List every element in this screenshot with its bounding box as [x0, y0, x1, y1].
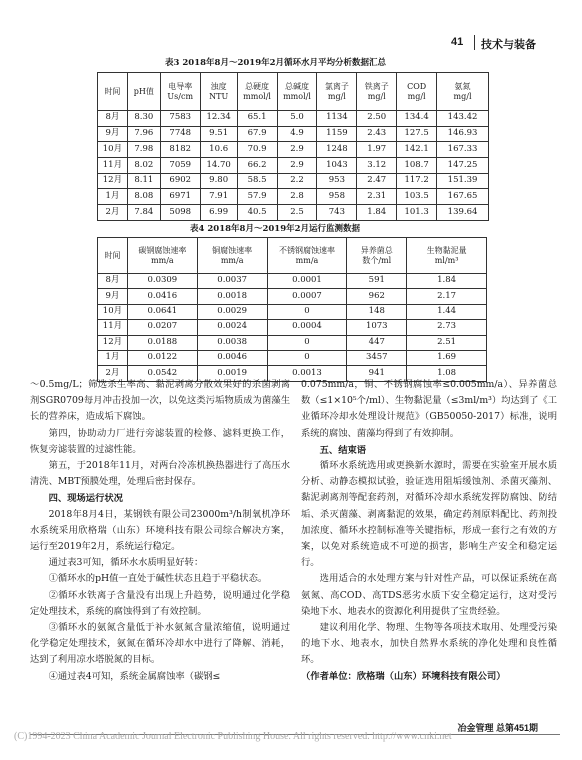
table-row — [98, 205, 489, 221]
table-row — [98, 111, 489, 127]
column-header — [160, 73, 200, 111]
section-heading: 五、结束语 — [319, 444, 367, 455]
table-row — [98, 304, 487, 319]
column-header — [200, 73, 237, 111]
table-cell: 1.84 — [357, 205, 397, 221]
header-unit: NTU — [209, 91, 229, 101]
table-cell: 2.51 — [407, 335, 487, 350]
paragraph: 0.075mm/a，铜、不锈钢腐蚀率≤0.005mm/a）、异养菌总数（≤1×10⁵个/ml）、生物黏泥量（≤3ml/m³）均达到了《工业循环冷却水处理设计规范》（GB50050-2017）标准，说明系统的腐蚀、菌藻均得到了有效抑制。 — [301, 379, 557, 439]
table-cell: 101.3 — [397, 205, 437, 221]
table-cell: 0.0013 — [267, 366, 347, 381]
table-cell: 8182 — [160, 142, 200, 158]
column-header — [437, 73, 489, 111]
section-heading: 四、现场运行状况 — [48, 493, 123, 504]
table-row — [98, 320, 487, 335]
table-cell: 5098 — [160, 205, 200, 221]
table-row — [98, 142, 489, 158]
table-row — [98, 350, 487, 365]
table-cell: 8月 — [98, 111, 128, 127]
table-cell: 447 — [347, 335, 407, 350]
header-unit: 数个/ml — [362, 255, 392, 265]
column-header — [127, 73, 160, 111]
table-row — [98, 274, 487, 289]
table-cell: 0.0416 — [127, 289, 197, 304]
table-row — [98, 335, 487, 350]
table-cell: 2.43 — [357, 126, 397, 142]
table-cell: 2.47 — [357, 173, 397, 189]
table-cell: 7059 — [160, 158, 200, 174]
table-cell: 1043 — [317, 158, 357, 174]
table-cell: 151.39 — [437, 173, 489, 189]
table-cell: 142.1 — [397, 142, 437, 158]
table-cell: 57.9 — [237, 189, 277, 205]
table-cell: 2.73 — [407, 320, 487, 335]
table-cell: 2.17 — [407, 289, 487, 304]
table-row — [98, 158, 489, 174]
table-cell: 7748 — [160, 126, 200, 142]
table-cell: 1134 — [317, 111, 357, 127]
paragraph: ①循环水的pH值一直处于碱性状态且趋于平稳状态。 — [48, 573, 268, 585]
table-cell: 103.5 — [397, 189, 437, 205]
table-cell: 2月 — [98, 205, 128, 221]
header-label: 总硬度 — [245, 82, 270, 92]
header-label: 铜腐蚀速率 — [212, 246, 253, 256]
table-cell: 7.84 — [127, 205, 160, 221]
table-cell: 953 — [317, 173, 357, 189]
table-cell: 1.97 — [357, 142, 397, 158]
header-label: 生物黏泥量 — [426, 246, 467, 256]
table-cell: 0.0641 — [127, 304, 197, 319]
table-cell: 0.0309 — [127, 274, 197, 289]
paragraph: 第五，于2018年11月，对两台冷冻机换热器进行了高压水清洗、MBT预膜处理，处理后密封保存。 — [30, 460, 290, 488]
table-cell: 0.0046 — [197, 350, 267, 365]
header-unit: mm/a — [295, 255, 319, 265]
column-header — [347, 238, 407, 274]
table4-caption: 表4 2018年8月～2019年2月运行监测数据 — [190, 224, 361, 234]
table-cell: 0.0122 — [127, 350, 197, 365]
table-cell: 3.12 — [357, 158, 397, 174]
table-cell: 962 — [347, 289, 407, 304]
table-cell: 0 — [267, 304, 347, 319]
column-header — [357, 73, 397, 111]
left-column — [30, 377, 290, 685]
table-cell: 167.65 — [437, 189, 489, 205]
table-row — [98, 289, 487, 304]
table-cell: 0.0207 — [127, 320, 197, 335]
table-cell: 134.4 — [397, 111, 437, 127]
table-cell: 4.9 — [277, 126, 317, 142]
column-header — [127, 238, 197, 274]
table3 — [97, 72, 489, 221]
header-unit: mm/a — [220, 255, 244, 265]
table-cell: 10.6 — [200, 142, 237, 158]
header-label: 碳钢腐蚀速率 — [138, 246, 187, 256]
table-cell: 1248 — [317, 142, 357, 158]
column-header — [237, 73, 277, 111]
header-label: 氨氮 — [454, 82, 471, 92]
table-cell: 1.69 — [407, 350, 487, 365]
header-unit: mg/l — [327, 91, 346, 101]
table-cell: 0.0004 — [267, 320, 347, 335]
table-cell: 139.64 — [437, 205, 489, 221]
header-label: 铁离子 — [364, 82, 389, 92]
paragraph: 通过表3可知，循环水水质明显好转： — [48, 557, 204, 569]
paragraph: 建议利用化学、物理、生物等各项技术取用、处理受污染的地下水、地表水，加快自然界水系统的净化处理和良性循环。 — [301, 622, 557, 666]
table-cell: 11月 — [98, 320, 128, 335]
column-header — [397, 73, 437, 111]
table-cell: 1.84 — [407, 274, 487, 289]
table-cell: 7.91 — [200, 189, 237, 205]
table-cell: 8.02 — [127, 158, 160, 174]
column-header — [197, 238, 267, 274]
table-cell: 941 — [347, 366, 407, 381]
header-label: 总碱度 — [284, 82, 309, 92]
header-label: 时间 — [104, 86, 121, 96]
table3-caption: 表3 2018年8月～2019年2月循环水月平均分析数据汇总 — [165, 58, 387, 68]
column-header — [98, 73, 128, 111]
table-cell: 6902 — [160, 173, 200, 189]
table-cell: 0.0188 — [127, 335, 197, 350]
table-cell: 117.2 — [397, 173, 437, 189]
paragraph: ③循环水的氨氮含量低于补水氨氮含量浓缩值，说明通过化学稳定处理技术，氨氮在循环冷却水中进行了降解、消耗，达到了利用凉水塔脱氮的目标。 — [30, 622, 290, 666]
table-cell: 66.2 — [237, 158, 277, 174]
table-cell: 0.0001 — [267, 274, 347, 289]
header-unit: Us/cm — [167, 91, 194, 101]
paragraph: ④通过表4可知，系统金属腐蚀率（碳钢≤ — [48, 670, 221, 682]
table-cell: 143.42 — [437, 111, 489, 127]
table-cell: 1073 — [347, 320, 407, 335]
table-cell: 12.34 — [200, 111, 237, 127]
table-cell: 1159 — [317, 126, 357, 142]
table-cell: 2.5 — [277, 205, 317, 221]
table4 — [97, 237, 487, 382]
table-cell: 7583 — [160, 111, 200, 127]
table-cell: 1月 — [98, 189, 128, 205]
table-cell: 2.9 — [277, 158, 317, 174]
table-cell: 8.30 — [127, 111, 160, 127]
table-cell: 9月 — [98, 126, 128, 142]
table-cell: 127.5 — [397, 126, 437, 142]
table-cell: 3457 — [347, 350, 407, 365]
column-header — [407, 238, 487, 274]
paragraph: ②循环水铁离子含量没有出现上升趋势，说明通过化学稳定处理技术，系统的腐蚀得到了有效控制。 — [30, 589, 290, 617]
table-cell: 743 — [317, 205, 357, 221]
table-cell: 12月 — [98, 335, 128, 350]
table-cell: 6971 — [160, 189, 200, 205]
table-cell: 2.31 — [357, 189, 397, 205]
table-cell: 14.70 — [200, 158, 237, 174]
table-cell: 958 — [317, 189, 357, 205]
table-row — [98, 189, 489, 205]
table-cell: 12月 — [98, 173, 128, 189]
table-cell: 8.08 — [127, 189, 160, 205]
table-cell: 2.2 — [277, 173, 317, 189]
header-label: COD — [407, 82, 427, 92]
table-cell: 40.5 — [237, 205, 277, 221]
table-cell: 147.25 — [437, 158, 489, 174]
header-unit: ml/m³ — [434, 255, 459, 265]
table-cell: 7.96 — [127, 126, 160, 142]
magazine-footer: 冶金管理 总第451期 — [457, 723, 538, 733]
table-cell: 1.44 — [407, 304, 487, 319]
table-cell: 0 — [267, 350, 347, 365]
table-cell: 0.0038 — [197, 335, 267, 350]
header-unit: mg/l — [407, 91, 426, 101]
table-cell: 7.98 — [127, 142, 160, 158]
table-cell: 6.99 — [200, 205, 237, 221]
column-header — [98, 238, 128, 274]
table-cell: 1.08 — [407, 366, 487, 381]
header-unit: mmol/l — [243, 91, 271, 101]
right-column — [301, 377, 557, 685]
table-cell: 2.50 — [357, 111, 397, 127]
table-cell: 58.5 — [237, 173, 277, 189]
table-cell: 9月 — [98, 289, 128, 304]
header-label: 氯离子 — [324, 82, 349, 92]
header-label: 异养菌总 — [360, 246, 393, 256]
table-cell: 10月 — [98, 304, 128, 319]
table-cell: 67.9 — [237, 126, 277, 142]
header-label: 不锈钢腐蚀速率 — [278, 246, 335, 256]
table-cell: 0.0007 — [267, 289, 347, 304]
table-cell: 0.0019 — [197, 366, 267, 381]
table-cell: 8.11 — [127, 173, 160, 189]
table-cell: 65.1 — [237, 111, 277, 127]
paragraph: 第四，协助动力厂进行旁滤装置的检修、滤料更换工作，恢复旁滤装置的过滤性能。 — [30, 427, 290, 455]
paragraph: ～0.5mg/L；筛选杀生率高、黏泥剥离分散效果好的杀菌剥离剂SGR0709每月冲击投加一次，以免这类污垢物质成为菌藻生长的营养床，造成垢下腐蚀。 — [30, 379, 290, 423]
table-cell: 1月 — [98, 350, 128, 365]
table-cell: 2月 — [98, 366, 128, 381]
table-cell: 108.7 — [397, 158, 437, 174]
table-cell: 167.33 — [437, 142, 489, 158]
table-cell: 0.0018 — [197, 289, 267, 304]
column-header — [317, 73, 357, 111]
header-unit: mmol/l — [283, 91, 311, 101]
column-header — [267, 238, 347, 274]
header-label: 时间 — [104, 250, 121, 260]
header-label: 浊度 — [210, 82, 227, 92]
paragraph: 选用适合的水处理方案与针对性产品，可以保证系统在高氨氮、高COD、高TDS恶劣水质下安全稳定运行，这对受污染地下水、地表水的资源化利用提供了宝贵经验。 — [301, 573, 557, 617]
author-affiliation: （作者单位：欣格瑞（山东）环境科技有限公司） — [301, 670, 506, 682]
table-cell: 0.0024 — [197, 320, 267, 335]
table-cell: 0.0029 — [197, 304, 267, 319]
table-cell: 8月 — [98, 274, 128, 289]
table-cell: 9.51 — [200, 126, 237, 142]
table-row — [98, 126, 489, 142]
header-label: 电导率 — [168, 82, 193, 92]
table-cell: 2.8 — [277, 189, 317, 205]
table-cell: 0.0542 — [127, 366, 197, 381]
table-row — [98, 173, 489, 189]
table-cell: 70.9 — [237, 142, 277, 158]
table-cell: 5.0 — [277, 111, 317, 127]
table-cell: 591 — [347, 274, 407, 289]
header-label: pH值 — [133, 86, 154, 96]
paragraph: 循环水系统选用或更换新水源时，需要在实验室开展水质分析、动静态模拟试验，验证选用阻垢缓蚀剂、杀菌灭藻剂、黏泥剥离剂等配套药剂，对循环冷却水系统发挥防腐蚀、防结垢、杀灭菌藻、剥离黏泥的效果，确定药剂原料配比、药剂投加浓度、循环水控制标准等关键指标，形成一套行之有效的方案，以免对系统造成不可逆的损害，影响生产安全和稳定运行。 — [301, 460, 557, 569]
column-header — [277, 73, 317, 111]
table-cell: 0 — [267, 335, 347, 350]
section-title: 技术与装备 — [481, 39, 536, 51]
header-unit: mg/l — [367, 91, 386, 101]
page-number: 41 — [451, 36, 464, 48]
table-cell: 11月 — [98, 158, 128, 174]
table-cell: 2.9 — [277, 142, 317, 158]
table-cell: 146.93 — [437, 126, 489, 142]
header-unit: mm/a — [151, 255, 174, 265]
paragraph: 2018年8月4日，某钢铁有限公司23000m³/h制氧机净环水系统采用欣格瑞（山东）环境科技有限公司综合解决方案，运行至2019年2月，系统运行稳定。 — [30, 508, 290, 553]
copyright-watermark: (C)1994-2023 China Academic Journal Electronic Publishing House. All rights reserved. http://www.cnki.net — [14, 731, 452, 742]
table-cell: 10月 — [98, 142, 128, 158]
header-divider — [474, 35, 475, 50]
table-cell: 9.80 — [200, 173, 237, 189]
header-unit: mg/l — [453, 91, 472, 101]
table-cell: 148 — [347, 304, 407, 319]
table-cell: 0.0037 — [197, 274, 267, 289]
